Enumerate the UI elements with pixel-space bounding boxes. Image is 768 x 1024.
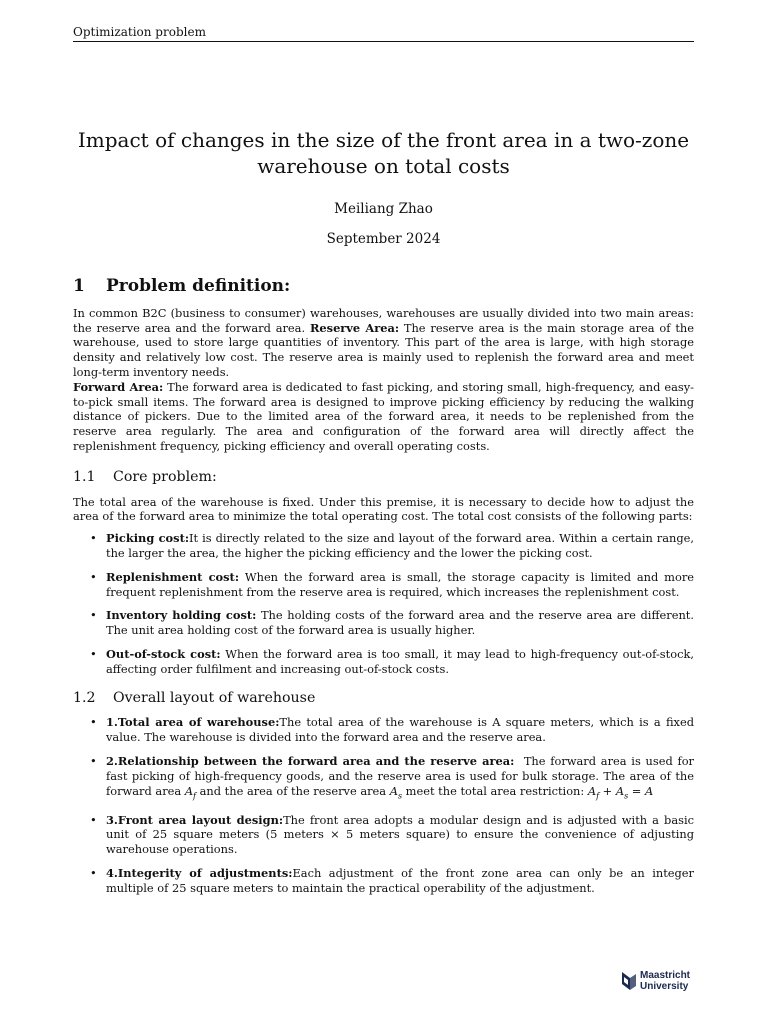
bullet-icon: •	[90, 531, 97, 546]
core-problem-intro: The total area of the warehouse is fixed. Under this premise, it is necessary to decide how to adjust the area of the forward area to minimize the total operating cost. The total cost consists of the following parts:	[73, 494, 694, 524]
bullet-icon: •	[90, 608, 97, 623]
university-logo	[621, 969, 701, 995]
item-text: The forward area is used for fast picking of high-frequency goods, and the reserve area is used for bulk storage. The area of the forward area	[106, 753, 698, 798]
subsection-heading	[73, 691, 694, 706]
list-item	[73, 753, 698, 804]
item-text-c: meet the total area restriction:	[402, 783, 588, 798]
area-equation: $A_f + A_s = A$	[587, 783, 654, 800]
subsection-number: 1.2	[73, 689, 96, 706]
item-text-b: and the area of the reserve area	[196, 783, 390, 798]
title-line-2: warehouse on total costs	[257, 154, 510, 178]
bullet-icon: •	[90, 569, 97, 584]
intro-text: In common B2C (business to consumer) warehouses, warehouses are usually divided into two main areas: the reserve area and the forward area.	[73, 305, 694, 335]
item-label: Replenishment cost:	[106, 569, 240, 584]
paper-title	[73, 127, 694, 179]
list-item	[73, 608, 694, 638]
bullet-icon: •	[90, 865, 97, 880]
item-text: Each adjustment of the front zone area can only be an integer multiple of 25 square meters to maintain the practical operability of the adjustment.	[106, 865, 694, 895]
item-text: The front area adopts a modular design and is adjusted with a basic unit of 25 square meters (5 meters × 5 meters square) to ensure the convenience of adjusting warehouse operations.	[106, 812, 694, 857]
cost-list	[73, 531, 694, 676]
list-item	[73, 813, 694, 857]
subsection-title: Core problem:	[113, 468, 217, 485]
logo-line-2: University	[640, 981, 689, 992]
logo-line-1: Maastricht	[640, 970, 691, 981]
item-label: 3.Front area layout design:	[106, 812, 284, 827]
intro-paragraph	[73, 306, 694, 454]
paper-body	[73, 276, 698, 905]
list-item	[73, 715, 694, 745]
list-item	[73, 531, 694, 561]
item-label: 1.Total area of warehouse:	[106, 715, 280, 730]
bullet-icon: •	[90, 753, 97, 768]
reserve-area-text: The reserve area is the main storage area of the warehouse, used to store large quantities of inventory. This part of the area is large, with high storage density and relatively low cost. The reserve area is mainly used to replenish the forward area and meet long-term inventory needs.	[73, 320, 694, 379]
maastricht-logo-icon	[621, 971, 637, 991]
reserve-area-label: Reserve Area:	[309, 320, 400, 335]
item-label: 4.Integerity of adjustments:	[106, 865, 293, 880]
item-text: The total area of the warehouse is A square meters, which is a fixed value. The warehouse is divided into the forward area and the reserve area.	[106, 715, 694, 745]
item-text: When the forward area is too small, it may lead to high-frequency out-of-stock, affecting order fulfilment and increasing out-of-stock costs.	[106, 646, 694, 676]
layout-list	[73, 715, 698, 895]
subsection-title: Overall layout of warehouse	[113, 689, 316, 706]
bullet-icon: •	[90, 646, 97, 661]
var-a-reserve: $A_s$	[389, 783, 403, 800]
item-label: Inventory holding cost:	[106, 608, 257, 623]
item-text: It is directly related to the size and layout of the forward area. Within a certain range, the larger the area, the higher the picking efficiency and the lower the picking cost.	[106, 531, 695, 560]
item-label: 2.Relationship between the forward area and the reserve area:	[106, 753, 515, 768]
item-text: The holding costs of the forward area and the reserve area are different. The unit area holding cost of the forward area is usually higher.	[106, 608, 694, 638]
date: September 2024	[326, 231, 441, 247]
subsection-heading	[73, 470, 694, 485]
section-title: Problem definition:	[106, 276, 291, 296]
logo-text	[640, 970, 690, 992]
item-label: Picking cost:	[106, 531, 190, 546]
section-number: 1	[73, 276, 85, 296]
item-label: Out-of-stock cost:	[106, 646, 221, 661]
list-item	[73, 866, 694, 896]
running-title: Optimization problem	[73, 25, 206, 39]
list-item	[73, 647, 694, 677]
var-a-forward: $A_f$	[184, 783, 197, 800]
forward-area-label: Forward Area:	[73, 379, 164, 394]
item-text: When the forward area is small, the storage capacity is limited and more frequent replenishment from the reserve area is required, which increases the replenishment cost.	[106, 569, 695, 599]
forward-area-text: The forward area is dedicated to fast picking, and storing small, high-frequency, and easy-to-pick small items. The forward area is designed to improve picking efficiency by reducing the walking distance of pickers. Due to the limited area of the forward area, it needs to be replenished from the reserve area regularly. The area and configuration of the forward area will directly affect the replenishment frequency, picking efficiency and overall operating costs.	[73, 379, 694, 453]
bullet-icon: •	[90, 812, 97, 827]
title-line-1: Impact of changes in the size of the front area in a two-zone	[77, 128, 690, 152]
list-item	[73, 570, 694, 600]
running-header	[73, 25, 694, 42]
bullet-icon: •	[90, 715, 97, 730]
section-heading	[73, 276, 694, 296]
subsection-number: 1.1	[73, 468, 96, 485]
author: Meiliang Zhao	[334, 201, 433, 217]
